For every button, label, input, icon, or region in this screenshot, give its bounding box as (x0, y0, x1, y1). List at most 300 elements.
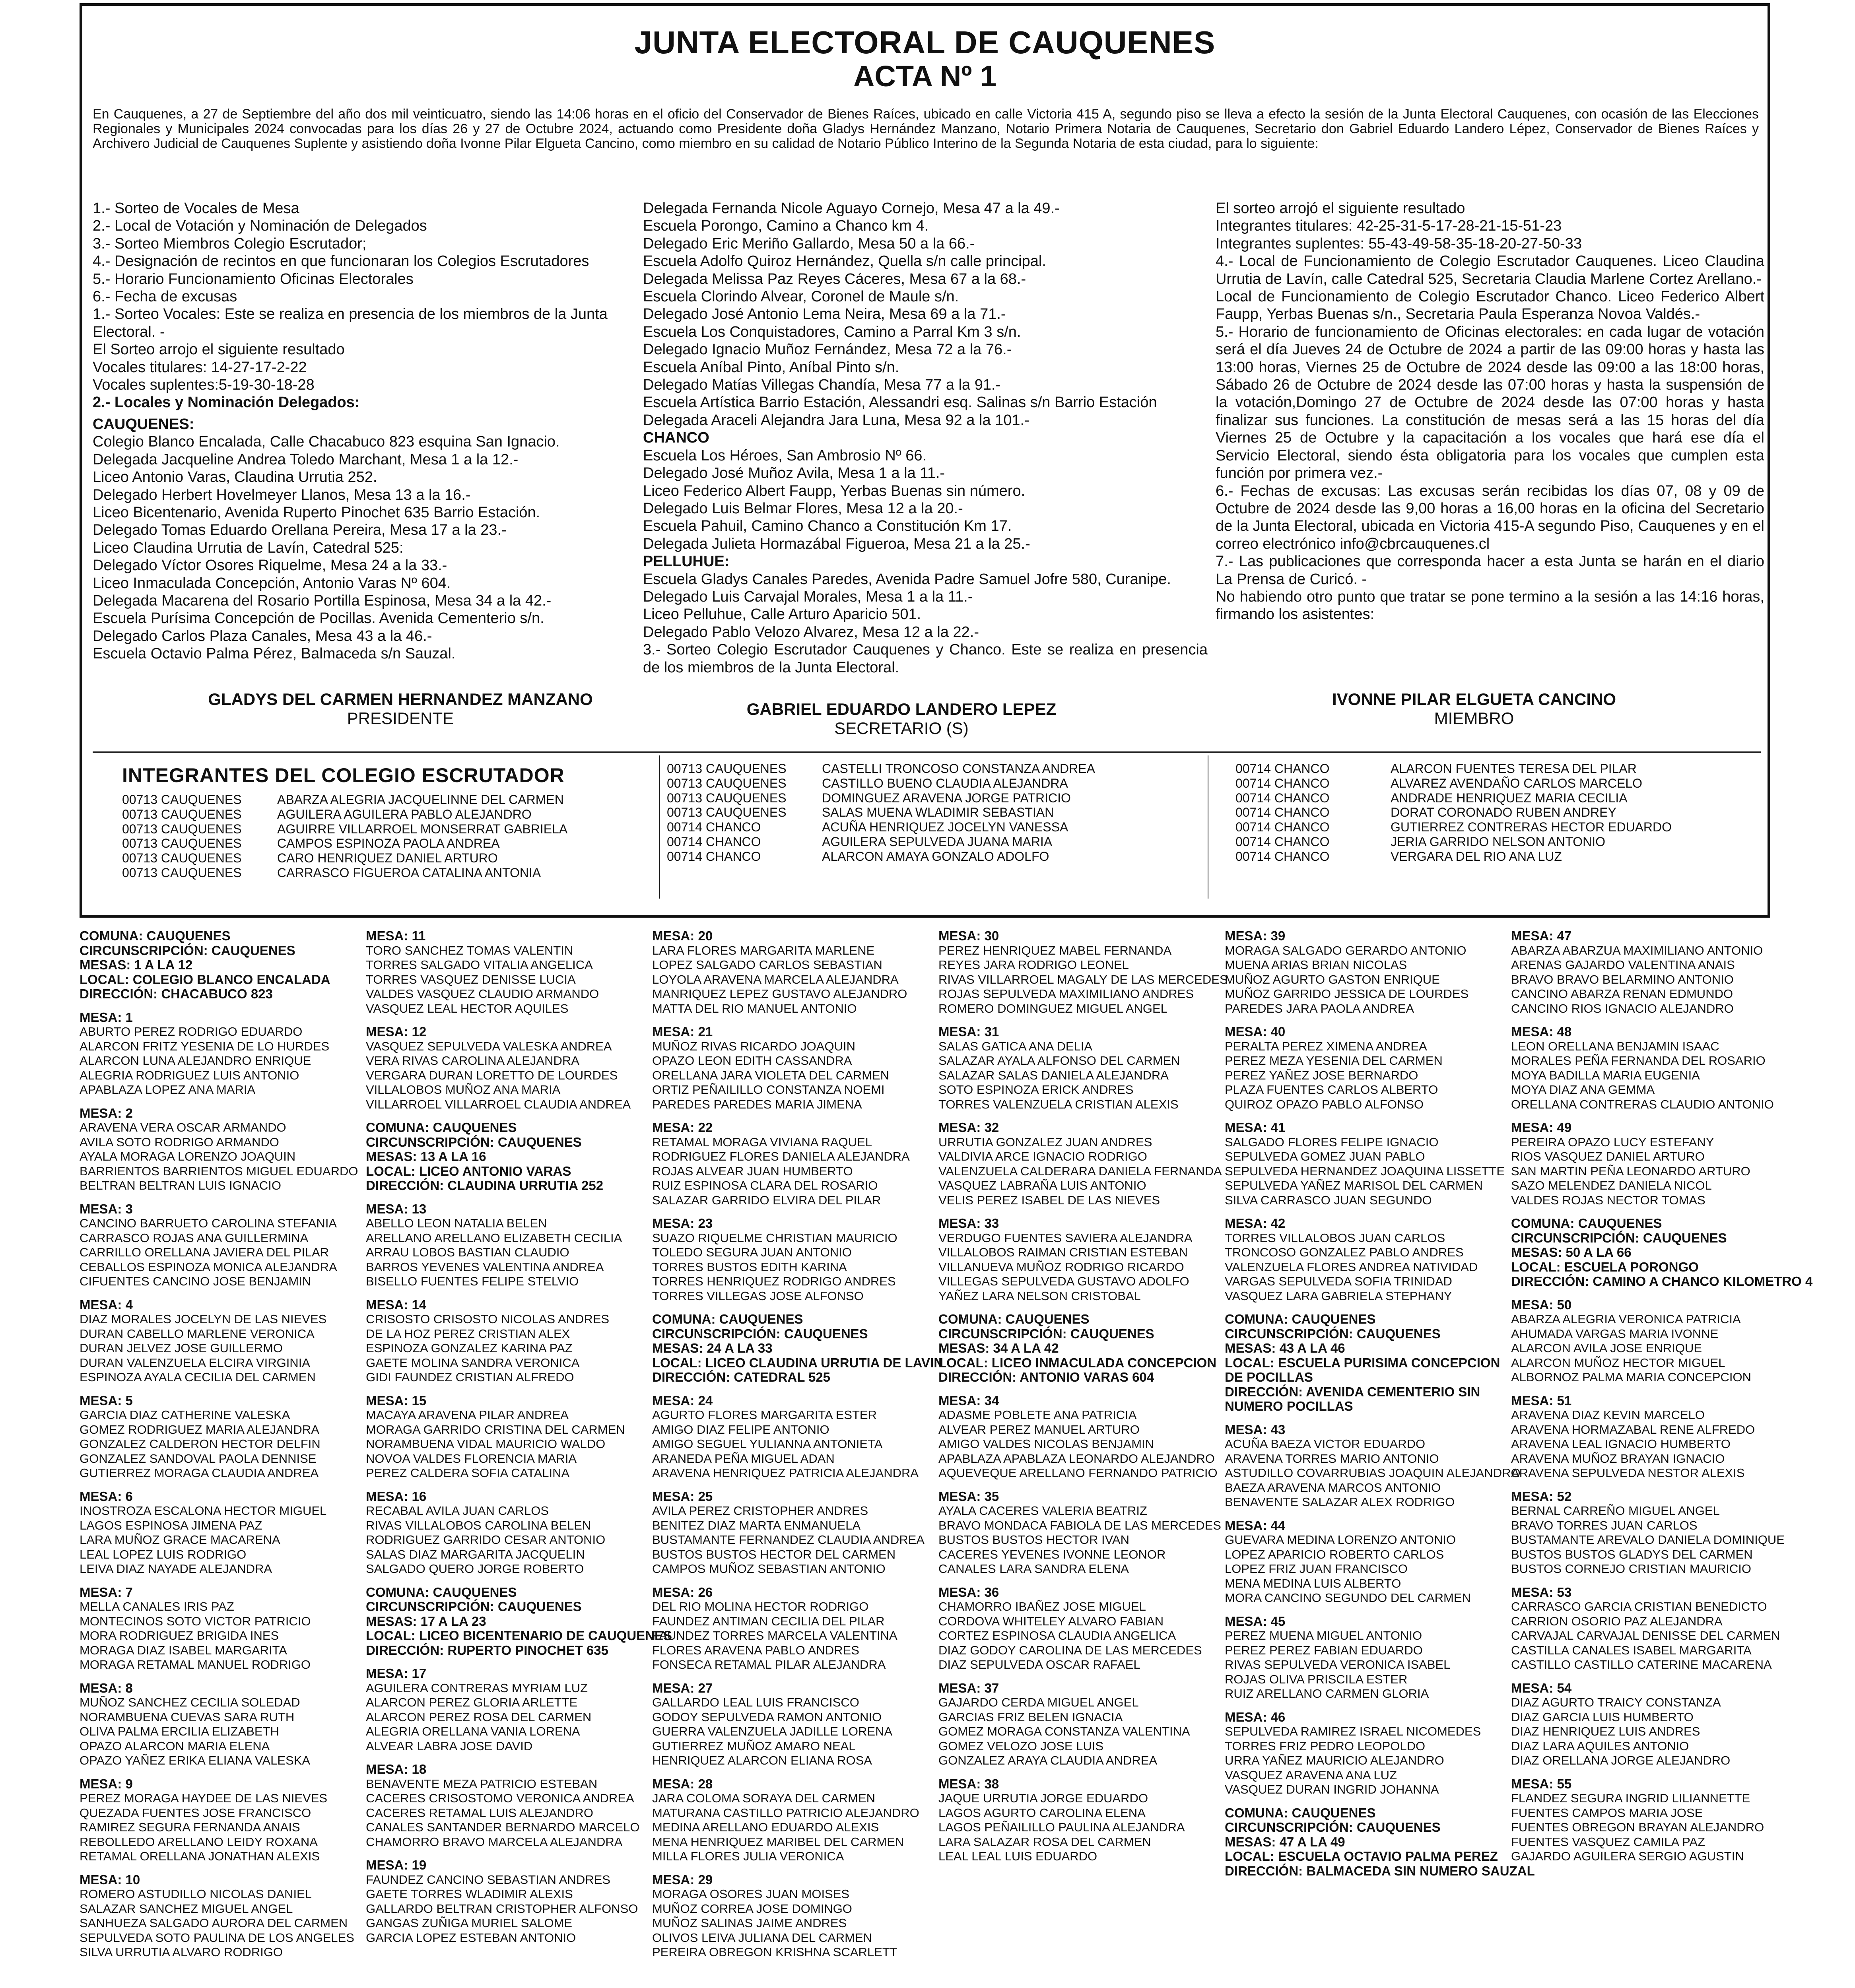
vocal-name: GAJARDO AGUILERA SERGIO AGUSTIN (1511, 1849, 1744, 1863)
colegio-comuna: 00713 CAUQUENES (667, 776, 787, 790)
vocal-name: TORO SANCHEZ TOMAS VALENTIN (366, 943, 573, 957)
local-header-line: NUMERO POCILLAS (1225, 1399, 1353, 1413)
signature-role: SECRETARIO (S) (834, 719, 969, 738)
vocal-name: TORRES VASQUEZ DENISSE LUCIA (366, 972, 576, 986)
vocal-name: MUENA ARIAS BRIAN NICOLAS (1225, 958, 1407, 972)
mesas-column-2 (366, 928, 672, 1954)
vocal-name: ARAVENA TORRES MARIO ANTONIO (1225, 1451, 1439, 1466)
vocal-name: CARRASCO GARCIA CRISTIAN BENEDICTO (1511, 1600, 1767, 1613)
local-header-line: LOCAL: ESCUELA PORONGO (1511, 1259, 1699, 1274)
vocal-name: ESPINOZA AYALA CECILIA DEL CARMEN (80, 1370, 316, 1384)
vocal-name: CARRION OSORIO PAZ ALEJANDRA (1511, 1614, 1723, 1628)
vocal-name: VALENZUELA FLORES ANDREA NATIVIDAD (1225, 1260, 1478, 1274)
vocal-name: ALARCON LUNA ALEJANDRO ENRIQUE (80, 1054, 311, 1068)
vocal-name: SALGADO QUERO JORGE ROBERTO (366, 1562, 584, 1576)
mesa-block (1511, 1394, 1797, 1481)
vocal-name: BAEZA ARAVENA MARCOS ANTONIO (1225, 1480, 1441, 1495)
mesa-block (366, 1762, 652, 1849)
vocal-name: PEREZ MORAGA HAYDEE DE LAS NIEVES (80, 1791, 328, 1805)
divider (93, 751, 1761, 753)
vocal-name: GARCIA DIAZ CATHERINE VALESKA (80, 1408, 290, 1422)
vocal-name: RUIZ ESPINOSA CLARA DEL ROSARIO (652, 1178, 878, 1192)
colegio-nombre: ACUÑA HENRIQUEZ JOCELYN VANESSA (822, 820, 1068, 835)
vocal-name: DIAZ ORELLANA JORGE ALEJANDRO (1511, 1753, 1731, 1767)
signature-name: GLADYS DEL CARMEN HERNANDEZ MANZANO (208, 690, 593, 709)
vocal-name: TORRES VILLEGAS JOSE ALFONSO (652, 1289, 864, 1303)
vocal-name: DIAZ AGURTO TRAICY CONSTANZA (1511, 1695, 1721, 1709)
vocal-name: ROJAS ALVEAR JUAN HUMBERTO (652, 1164, 853, 1178)
colegio-nombre: ABARZA ALEGRIA JACQUELINNE DEL CARMEN (277, 792, 564, 807)
vocal-name: BELTRAN BELTRAN LUIS IGNACIO (80, 1178, 282, 1192)
colegio-comuna: 00713 CAUQUENES (122, 851, 242, 866)
acta-line: Colegio Blanco Encalada, Calle Chacabuco 823 esquina San Ignacio. (93, 433, 560, 450)
mesa-title: MESA: 25 (652, 1489, 713, 1504)
vocal-name: ALARCON FRITZ YESENIA DE LO HURDES (80, 1039, 330, 1053)
vocal-name: BRAVO BRAVO BELARMINO ANTONIO (1511, 972, 1734, 986)
vocal-name: INOSTROZA ESCALONA HECTOR MIGUEL (80, 1504, 327, 1518)
mesa-title: MESA: 36 (938, 1584, 999, 1600)
acta-line: CAUQUENES: (93, 415, 194, 433)
vocal-name: FAUNDEZ CANCINO SEBASTIAN ANDRES (366, 1872, 610, 1887)
local-header-line: COMUNA: CAUQUENES (1225, 1805, 1376, 1820)
acta-line: Delegado Herbert Hovelmeyer Llanos, Mesa 13 a la 16.- (93, 486, 471, 503)
vocal-name: VELIS PEREZ ISABEL DE LAS NIEVES (938, 1193, 1160, 1207)
vocal-name: FLANDEZ SEGURA INGRID LILIANNETTE (1511, 1791, 1750, 1805)
vocal-name: CARRASCO ROJAS ANA GUILLERMINA (80, 1231, 309, 1245)
local-header-line: LOCAL: COLEGIO BLANCO ENCALADA (80, 972, 330, 987)
mesa-block (80, 1106, 366, 1193)
mesa-title: MESA: 49 (1511, 1120, 1572, 1135)
mesa-title: MESA: 29 (652, 1872, 713, 1887)
acta-line: CHANCO (643, 429, 709, 447)
vocal-name: RECABAL AVILA JUAN CARLOS (366, 1504, 549, 1518)
acta-line: Liceo Antonio Varas, Claudina Urrutia 252. (93, 469, 377, 486)
vocal-name: LAGOS PEÑAILILLO PAULINA ALEJANDRA (938, 1820, 1185, 1834)
mesa-title: MESA: 26 (652, 1584, 713, 1600)
vocal-name: HENRIQUEZ ALARCON ELIANA ROSA (652, 1753, 872, 1767)
local-header-line: CIRCUNSCRIPCIÓN: CAUQUENES (366, 1599, 582, 1614)
mesa-block (1511, 1681, 1797, 1768)
vocal-name: DIAZ LARA AQUILES ANTONIO (1511, 1739, 1689, 1753)
vocal-name: AQUEVEQUE ARELLANO FERNANDO PATRICIO (938, 1466, 1218, 1480)
local-header-line: DE POCILLAS (1225, 1370, 1313, 1384)
vocal-name: BARRIENTOS BARRIENTOS MIGUEL EDUARDO (80, 1164, 358, 1178)
vocal-name: MUÑOZ GARRIDO JESSICA DE LOURDES (1225, 987, 1469, 1001)
mesa-block (1511, 1489, 1797, 1576)
vocal-name: ARAVENA VERA OSCAR ARMANDO (80, 1120, 286, 1134)
acta-line: Delegado Luis Carvajal Morales, Mesa 1 a la 11.- (643, 588, 973, 605)
vocal-name: MORALES PEÑA FERNANDA DEL ROSARIO (1511, 1054, 1766, 1068)
vocal-name: CORTEZ ESPINOSA CLAUDIA ANGELICA (938, 1629, 1176, 1642)
vocal-name: GONZALEZ ARAYA CLAUDIA ANDREA (938, 1753, 1158, 1767)
acta-line: Delegada Fernanda Nicole Aguayo Cornejo, Mesa 47 a la 49.- (643, 200, 1060, 217)
colegio-nombre: CARO HENRIQUEZ DANIEL ARTURO (277, 851, 498, 866)
colegio-row (667, 791, 1095, 806)
mesa-title: MESA: 35 (938, 1489, 999, 1504)
mesa-title: MESA: 45 (1225, 1613, 1286, 1629)
colegio-row (122, 822, 567, 837)
vocal-name: GUEVARA MEDINA LORENZO ANTONIO (1225, 1533, 1456, 1547)
colegio-nombre: CAMPOS ESPINOZA PAOLA ANDREA (277, 836, 500, 851)
vocal-name: DIAZ GARCIA LUIS HUMBERTO (1511, 1710, 1694, 1724)
colegio-comuna: 00713 CAUQUENES (122, 792, 242, 807)
mesa-title: MESA: 12 (366, 1024, 427, 1039)
colegio-nombre: ALARCON FUENTES TERESA DEL PILAR (1391, 761, 1637, 776)
vocal-name: MELLA CANALES IRIS PAZ (80, 1600, 234, 1613)
vocal-name: CANCINO RIOS IGNACIO ALEJANDRO (1511, 1001, 1734, 1015)
vocal-name: BUSTAMANTE AREVALO DANIELA DOMINIQUE (1511, 1533, 1785, 1547)
vocal-name: AYALA MORAGA LORENZO JOAQUIN (80, 1149, 296, 1163)
mesa-block (652, 1873, 938, 1960)
vocal-name: REBOLLEDO ARELLANO LEIDY ROXANA (80, 1835, 318, 1849)
colegio-nombre: ANDRADE HENRIQUEZ MARIA CECILIA (1391, 790, 1628, 805)
vocal-name: LEAL LOPEZ LUIS RODRIGO (80, 1547, 247, 1561)
vocal-name: APABLAZA LOPEZ ANA MARIA (80, 1083, 256, 1097)
vocal-name: TORRES VILLALOBOS JUAN CARLOS (1225, 1231, 1445, 1245)
vocal-name: ALARCON AVILA JOSE ENRIQUE (1511, 1341, 1702, 1355)
mesa-block (80, 1873, 366, 1960)
local-header-line: LOCAL: ESCUELA PURISIMA CONCEPCION (1225, 1355, 1500, 1370)
signature-secretary (703, 700, 1100, 738)
local-header-line: MESAS: 47 A LA 49 (1225, 1834, 1345, 1849)
mesa-block (366, 1394, 652, 1481)
vocal-name: SANHUEZA SALGADO AURORA DEL CARMEN (80, 1916, 348, 1930)
mesa-title: MESA: 46 (1225, 1709, 1286, 1724)
mesa-block (652, 1394, 938, 1481)
colegio-comuna: 00714 CHANCO (1235, 820, 1330, 835)
vocal-name: MEDINA ARELLANO EDUARDO ALEXIS (652, 1820, 879, 1834)
vocal-name: CAMPOS MUÑOZ SEBASTIAN ANTONIO (652, 1562, 886, 1576)
mesa-block (938, 1216, 1225, 1303)
acta-line: Delegado Tomas Eduardo Orellana Pereira, Mesa 17 a la 23.- (93, 522, 507, 539)
vocal-name: ARAVENA SEPULVEDA NESTOR ALEXIS (1511, 1466, 1745, 1480)
divider (659, 755, 660, 899)
vocal-name: APABLAZA APABLAZA LEONARDO ALEJANDRO (938, 1451, 1215, 1466)
vocal-name: RAMIREZ SEGURA FERNANDA ANAIS (80, 1820, 300, 1834)
vocal-name: NOVOA VALDES FLORENCIA MARIA (366, 1451, 577, 1466)
vocal-name: JAQUE URRUTIA JORGE EDUARDO (938, 1791, 1148, 1805)
colegio-comuna: 00714 CHANCO (1235, 790, 1330, 805)
local-header-line: LOCAL: ESCUELA OCTAVIO PALMA PEREZ (1225, 1849, 1498, 1864)
local-header-line: COMUNA: CAUQUENES (80, 928, 231, 943)
mesa-block (938, 1120, 1225, 1208)
acta-line: Delegada Melissa Paz Reyes Cáceres, Mesa 67 a la 68.- (643, 270, 1026, 287)
local-header (652, 1312, 944, 1385)
mesa-title: MESA: 11 (366, 928, 426, 943)
acta-line: Delegado Eric Meriño Gallardo, Mesa 50 a la 66.- (643, 235, 975, 252)
vocal-name: VERDUGO FUENTES SAVIERA ALEJANDRA (938, 1231, 1193, 1245)
acta-line: PELLUHUE: (643, 553, 730, 570)
local-header-line: DIRECCIÓN: ANTONIO VARAS 604 (938, 1370, 1154, 1384)
signature-name: GABRIEL EDUARDO LANDERO LEPEZ (746, 700, 1057, 718)
vocal-name: FLORES ARAVENA PABLO ANDRES (652, 1643, 859, 1657)
mesa-title: MESA: 18 (366, 1762, 427, 1776)
mesa-block (366, 1025, 652, 1112)
mesa-title: MESA: 15 (366, 1393, 427, 1408)
mesas-column-1 (80, 929, 366, 1969)
vocal-name: PAREDES JARA PAOLA ANDREA (1225, 1001, 1414, 1015)
vocal-name: PERALTA PEREZ XIMENA ANDREA (1225, 1039, 1427, 1053)
vocal-name: ARAVENA HORMAZABAL RENE ALFREDO (1511, 1422, 1755, 1437)
colegio-comuna: 00714 CHANCO (1235, 776, 1330, 790)
vocal-name: VASQUEZ SEPULVEDA VALESKA ANDREA (366, 1039, 612, 1053)
vocal-name: PEREZ CALDERA SOFIA CATALINA (366, 1466, 570, 1480)
vocal-name: LARA SALAZAR ROSA DEL CARMEN (938, 1835, 1151, 1849)
vocal-name: SALGADO FLORES FELIPE IGNACIO (1225, 1135, 1439, 1149)
acta-line: Escuela Octavio Palma Pérez, Balmaceda s/n Sauzal. (93, 645, 456, 662)
vocal-name: VASQUEZ LABRAÑA LUIS ANTONIO (938, 1178, 1146, 1192)
mesa-title: MESA: 3 (80, 1201, 133, 1216)
colegio-row (667, 835, 1095, 849)
mesa-title: MESA: 32 (938, 1120, 999, 1135)
vocal-name: FAUNDEZ TORRES MARCELA VALENTINA (652, 1629, 897, 1642)
vocal-name: GARCIA LOPEZ ESTEBAN ANTONIO (366, 1930, 576, 1945)
vocal-name: LARA FLORES MARGARITA MARLENE (652, 943, 875, 957)
mesa-block (652, 1681, 938, 1768)
vocal-name: VALENZUELA CALDERARA DANIELA FERNANDA (938, 1164, 1222, 1178)
vocal-name: SAZO MELENDEZ DANIELA NICOL (1511, 1178, 1712, 1192)
mesa-block (938, 1489, 1225, 1576)
vocal-name: BERNAL CARREÑO MIGUEL ANGEL (1511, 1504, 1720, 1518)
vocal-name: CIFUENTES CANCINO JOSE BENJAMIN (80, 1274, 311, 1288)
acta-line: Escuela Artística Barrio Estación, Alessandri esq. Salinas s/n Barrio Estación (643, 394, 1157, 411)
signature-role: MIEMBRO (1434, 709, 1514, 728)
vocal-name: CORDOVA WHITELEY ALVARO FABIAN (938, 1614, 1164, 1628)
acta-line: Vocales titulares: 14-27-17-2-22 (93, 359, 307, 376)
acta-line: Integrantes suplentes: 55-43-49-58-35-18-20-27-50-33 (1216, 235, 1582, 252)
vocal-name: GODOY SEPULVEDA RAMON ANTONIO (652, 1710, 882, 1724)
mesa-title: MESA: 10 (80, 1872, 140, 1887)
vocal-name: DIAZ SEPULVEDA OSCAR RAFAEL (938, 1658, 1140, 1672)
vocal-name: MONTECINOS SOTO VICTOR PATRICIO (80, 1614, 311, 1628)
acta-line: Delegado Ignacio Muñoz Fernández, Mesa 72 a la 76.- (643, 341, 1012, 358)
mesa-title: MESA: 34 (938, 1393, 999, 1408)
vocal-name: MOYA BADILLA MARIA EUGENIA (1511, 1068, 1700, 1082)
vocal-name: ORELLANA CONTRERAS CLAUDIO ANTONIO (1511, 1097, 1774, 1111)
vocal-name: ARANEDA PEÑA MIGUEL ADAN (652, 1451, 835, 1466)
vocal-name: SUAZO RIQUELME CHRISTIAN MAURICIO (652, 1231, 897, 1245)
vocal-name: CANALES LARA SANDRA ELENA (938, 1562, 1129, 1576)
local-header-line: LOCAL: LICEO CLAUDINA URRUTIA DE LAVIN (652, 1355, 944, 1370)
acta-line: Escuela Los Conquistadores, Camino a Parral Km 3 s/n. (643, 323, 1021, 340)
mesa-block (938, 928, 1228, 1016)
vocal-name: JARA COLOMA SORAYA DEL CARMEN (652, 1791, 876, 1805)
vocal-name: DURAN VALENZUELA ELCIRA VIRGINIA (80, 1355, 310, 1370)
mesa-block (938, 1681, 1225, 1768)
acta-line: Liceo Bicentenario, Avenida Ruperto Pinochet 635 Barrio Estación. (93, 504, 540, 521)
colegio-row (1235, 791, 1672, 806)
vocal-name: ARAVENA MUÑOZ BRAYAN IGNACIO (1511, 1451, 1725, 1466)
vocal-name: AMIGO DIAZ FELIPE ANTONIO (652, 1422, 829, 1437)
vocal-name: SALAZAR SALAS DANIELA ALEJANDRA (938, 1068, 1169, 1082)
vocal-name: PEREZ HENRIQUEZ MABEL FERNANDA (938, 943, 1172, 957)
mesa-block (366, 1666, 652, 1753)
vocal-name: VERGARA DURAN LORETTO DE LOURDES (366, 1068, 618, 1082)
vocal-name: ARENAS GAJARDO VALENTINA ANAIS (1511, 958, 1735, 972)
vocal-name: FAUNDEZ ANTIMAN CECILIA DEL PILAR (652, 1614, 885, 1628)
mesa-block (652, 1489, 938, 1576)
acta-line: Delegada Macarena del Rosario Portilla Espinosa, Mesa 34 a la 42.- (93, 592, 552, 609)
signature-name: IVONNE PILAR ELGUETA CANCINO (1332, 690, 1616, 709)
vocal-name: GONZALEZ CALDERON HECTOR DELFIN (80, 1437, 320, 1451)
colegio-nombre: GUTIERREZ CONTRERAS HECTOR EDUARDO (1391, 820, 1672, 835)
local-header (1511, 1216, 1813, 1289)
vocal-name: GUTIERREZ MORAGA CLAUDIA ANDREA (80, 1466, 319, 1480)
vocal-name: ROMERO ASTUDILLO NICOLAS DANIEL (80, 1887, 312, 1901)
vocal-name: ABARZA ALEGRIA VERONICA PATRICIA (1511, 1312, 1741, 1326)
colegio-nombre: JERIA GARRIDO NELSON ANTONIO (1391, 834, 1605, 849)
mesa-block (1225, 929, 1511, 1016)
vocal-name: ARELLANO ARELLANO ELIZABETH CECILIA (366, 1231, 622, 1245)
mesa-block (938, 1585, 1225, 1672)
mesa-title: MESA: 50 (1511, 1297, 1572, 1312)
mesa-title: MESA: 5 (80, 1393, 133, 1408)
vocal-name: MORAGA DIAZ ISABEL MARGARITA (80, 1643, 287, 1657)
colegio-comuna: 00713 CAUQUENES (667, 805, 787, 820)
acta-line: Delegado José Muñoz Avila, Mesa 1 a la 11.- (643, 465, 945, 482)
vocal-name: URRUTIA GONZALEZ JUAN ANDRES (938, 1135, 1152, 1149)
local-header-line: COMUNA: CAUQUENES (366, 1120, 517, 1135)
colegio-list-3 (1235, 761, 1672, 864)
local-header (1225, 1805, 1535, 1879)
vocal-name: SOTO ESPINOZA ERICK ANDRES (938, 1083, 1134, 1097)
mesa-block (652, 1120, 938, 1208)
vocal-name: CACERES YEVENES IVONNE LEONOR (938, 1547, 1166, 1561)
colegio-nombre: DORAT CORONADO RUBEN ANDREY (1391, 805, 1616, 820)
vocal-name: RIOS VASQUEZ DANIEL ARTURO (1511, 1149, 1705, 1163)
vocal-name: LEAL LEAL LUIS EDUARDO (938, 1849, 1097, 1863)
local-header-line: MESAS: 17 A LA 23 (366, 1613, 486, 1629)
acta-line: Escuela Los Héroes, San Ambrosio Nº 66. (643, 447, 927, 464)
mesa-block (1225, 1614, 1511, 1701)
vocal-name: BUSTOS CORNEJO CRISTIAN MAURICIO (1511, 1562, 1751, 1576)
vocal-name: LEON ORELLANA BENJAMIN ISAAC (1511, 1039, 1719, 1053)
signature-president (202, 690, 599, 728)
vocal-name: DIAZ HENRIQUEZ LUIS ANDRES (1511, 1724, 1700, 1738)
local-header-line: CIRCUNSCRIPCIÓN: CAUQUENES (80, 943, 295, 958)
vocal-name: PAREDES PAREDES MARIA JIMENA (652, 1097, 862, 1111)
mesa-title: MESA: 43 (1225, 1422, 1286, 1437)
vocal-name: SALAZAR AYALA ALFONSO DEL CARMEN (938, 1054, 1180, 1068)
vocal-name: MORAGA OSORES JUAN MOISES (652, 1887, 850, 1901)
vocal-name: TRONCOSO GONZALEZ PABLO ANDRES (1225, 1245, 1464, 1259)
vocal-name: LOPEZ APARICIO ROBERTO CARLOS (1225, 1547, 1444, 1561)
colegio-comuna: 00713 CAUQUENES (122, 836, 242, 851)
vocal-name: ABURTO PEREZ RODRIGO EDUARDO (80, 1025, 303, 1039)
vocal-name: GIDI FAUNDEZ CRISTIAN ALFREDO (366, 1370, 574, 1384)
colegio-row (1235, 820, 1672, 835)
mesas-column-5 (1225, 928, 1535, 1887)
acta-line: Delegada Araceli Alejandra Jara Luna, Mesa 92 a la 101.- (643, 412, 1029, 429)
vocal-name: MENA MEDINA LUIS ALBERTO (1225, 1576, 1401, 1590)
vocal-name: REYES JARA RODRIGO LEONEL (938, 958, 1129, 972)
acta-line: 2.- Local de Votación y Nominación de Delegados (93, 217, 427, 235)
vocal-name: AGUILERA CONTRERAS MYRIAM LUZ (366, 1681, 588, 1695)
vocal-name: ORELLANA JARA VIOLETA DEL CARMEN (652, 1068, 890, 1082)
colegio-comuna: 00714 CHANCO (667, 820, 761, 835)
vocal-name: DURAN CABELLO MARLENE VERONICA (80, 1326, 315, 1341)
vocal-name: MUÑOZ SANCHEZ CECILIA SOLEDAD (80, 1695, 300, 1709)
vocal-name: MENA HENRIQUEZ MARIBEL DEL CARMEN (652, 1835, 904, 1849)
acta-line: Local de Funcionamiento de Colegio Escrutador Chanco. Liceo Federico Albert Faupp, Yerbas Buenas s/n., Secretaria Paula Esperanza Novoa Valdés.- (1216, 288, 1764, 323)
vocal-name: AVILA SOTO RODRIGO ARMANDO (80, 1135, 279, 1149)
vocal-name: RODRIGUEZ GARRIDO CESAR ANTONIO (366, 1533, 606, 1547)
vocal-name: MORA RODRIGUEZ BRIGIDA INES (80, 1629, 279, 1642)
colegio-row (667, 820, 1095, 835)
vocal-name: MORA CANCINO SEGUNDO DEL CARMEN (1225, 1591, 1471, 1605)
mesa-title: MESA: 51 (1511, 1393, 1572, 1408)
vocal-name: LOPEZ SALGADO CARLOS SEBASTIAN (652, 958, 882, 972)
local-header-line: LOCAL: LICEO BICENTENARIO DE CAUQUENES (366, 1628, 672, 1643)
vocal-name: ALARCON PEREZ ROSA DEL CARMEN (366, 1710, 592, 1724)
mesa-title: MESA: 20 (652, 928, 713, 943)
local-header-line: DIRECCIÓN: CAMINO A CHANCO KILOMETRO 4 (1511, 1274, 1813, 1289)
local-header (80, 929, 366, 1002)
acta-number: ACTA Nº 1 (853, 60, 997, 93)
mesa-block (366, 1858, 652, 1945)
vocal-name: BISELLO FUENTES FELIPE STELVIO (366, 1274, 579, 1288)
colegio-row (122, 866, 567, 880)
mesa-title: MESA: 41 (1225, 1120, 1286, 1135)
vocal-name: VALDES ROJAS NECTOR TOMAS (1511, 1193, 1705, 1207)
vocal-name: GOMEZ MORAGA CONSTANZA VALENTINA (938, 1724, 1190, 1738)
mesas-column-3 (652, 928, 944, 1969)
vocal-name: RETAMAL MORAGA VIVIANA RAQUEL (652, 1135, 872, 1149)
vocal-name: PEREZ MUENA MIGUEL ANTONIO (1225, 1629, 1422, 1642)
vocal-name: ACUÑA BAEZA VICTOR EDUARDO (1225, 1437, 1426, 1451)
mesa-title: MESA: 52 (1511, 1489, 1572, 1504)
vocal-name: SILVA CARRASCO JUAN SEGUNDO (1225, 1193, 1432, 1207)
colegio-comuna: 00714 CHANCO (1235, 849, 1330, 864)
acta-header (82, 25, 1768, 93)
mesa-title: MESA: 14 (366, 1297, 427, 1312)
vocal-name: SILVA URRUTIA ALVARO RODRIGO (80, 1945, 283, 1959)
acta-line: 6.- Fechas de excusas: Las excusas serán recibidas los días 07, 08 y 09 de Octubre de 2024 desde las 9,00 horas a 16,00 horas en la oficina del Secretario de la Junta Electoral, ubicada en Victoria 415-A segundo Piso, Cauquenes y en el correo electrónico info@cbrcauquenes.cl (1216, 482, 1764, 552)
vocal-name: VALDES VASQUEZ CLAUDIO ARMANDO (366, 987, 599, 1001)
vocal-name: GAETE MOLINA SANDRA VERONICA (366, 1355, 580, 1370)
vocal-name: SEPULVEDA RAMIREZ ISRAEL NICOMEDES (1225, 1724, 1481, 1738)
vocal-name: ARAVENA DIAZ KEVIN MARCELO (1511, 1408, 1705, 1422)
colegio-nombre: CASTELLI TRONCOSO CONSTANZA ANDREA (822, 761, 1095, 776)
mesa-title: MESA: 21 (652, 1024, 713, 1039)
vocal-name: URRA YAÑEZ MAURICIO ALEJANDRO (1225, 1753, 1444, 1767)
mesa-title: MESA: 6 (80, 1489, 133, 1504)
acta-line: Delegado Luis Belmar Flores, Mesa 12 a la 20.- (643, 500, 963, 517)
vocal-name: QUEZADA FUENTES JOSE FRANCISCO (80, 1806, 311, 1820)
vocal-name: CANALES SANTANDER BERNARDO MARCELO (366, 1820, 640, 1834)
vocal-name: MUÑOZ AGURTO GASTON ENRIQUE (1225, 972, 1440, 986)
vocal-name: VASQUEZ LEAL HECTOR AQUILES (366, 1001, 569, 1015)
vocal-name: VARGAS SEPULVEDA SOFIA TRINIDAD (1225, 1274, 1452, 1288)
colegio-list-2 (667, 761, 1095, 864)
acta-line: 6.- Fecha de excusas (93, 288, 237, 305)
mesa-block (80, 1681, 366, 1768)
local-header-line: MESAS: 24 A LA 33 (652, 1341, 773, 1355)
mesa-title: MESA: 39 (1225, 928, 1286, 943)
colegio-nombre: ALVAREZ AVENDAÑO CARLOS MARCELO (1391, 776, 1643, 790)
colegio-escrutador-title: INTEGRANTES DEL COLEGIO ESCRUTADOR (122, 764, 565, 786)
local-header-line: CIRCUNSCRIPCIÓN: CAUQUENES (1511, 1230, 1727, 1245)
vocal-name: GARCIAS FRIZ BELEN IGNACIA (938, 1710, 1123, 1724)
colegio-comuna: 00713 CAUQUENES (122, 865, 242, 880)
mesa-title: MESA: 33 (938, 1216, 999, 1231)
vocal-name: VILLALOBOS RAIMAN CRISTIAN ESTEBAN (938, 1245, 1188, 1259)
intro-paragraph: En Cauquenes, a 27 de Septiembre del año dos mil veinticuatro, siendo las 14:06 horas en el oficio del Conservador de Bienes Raíces, ubicado en calle Victoria 415 A, segundo piso se lleva a efecto la sesión de la Junta Electoral Cauquenes, con ocasión de las Elecciones Regionales y Municipales 2024 convocadas para los días 26 y 27 de Octubre 2024, actuando como Presidente doña Gladys Hernández Manzano, Notario Primera Notaria de Cauquenes, Secretario don Gabriel Eduardo Landero Lépez, Conservador de Bienes Raíces y Archivero Judicial de Cauquenes Suplente y asistiendo doña Ivonne Pilar Elgueta Cancino, como miembro en su calidad de Notario Público Interino de la Segunda Notaria de esta ciudad, para lo siguiente: (93, 107, 1759, 151)
acta-frame (80, 3, 1770, 918)
vocal-name: GUERRA VALENZUELA JADILLE LORENA (652, 1724, 893, 1738)
vocal-name: LAGOS AGURTO CAROLINA ELENA (938, 1806, 1146, 1820)
local-header-line: DIRECCIÓN: RUPERTO PINOCHET 635 (366, 1642, 608, 1658)
